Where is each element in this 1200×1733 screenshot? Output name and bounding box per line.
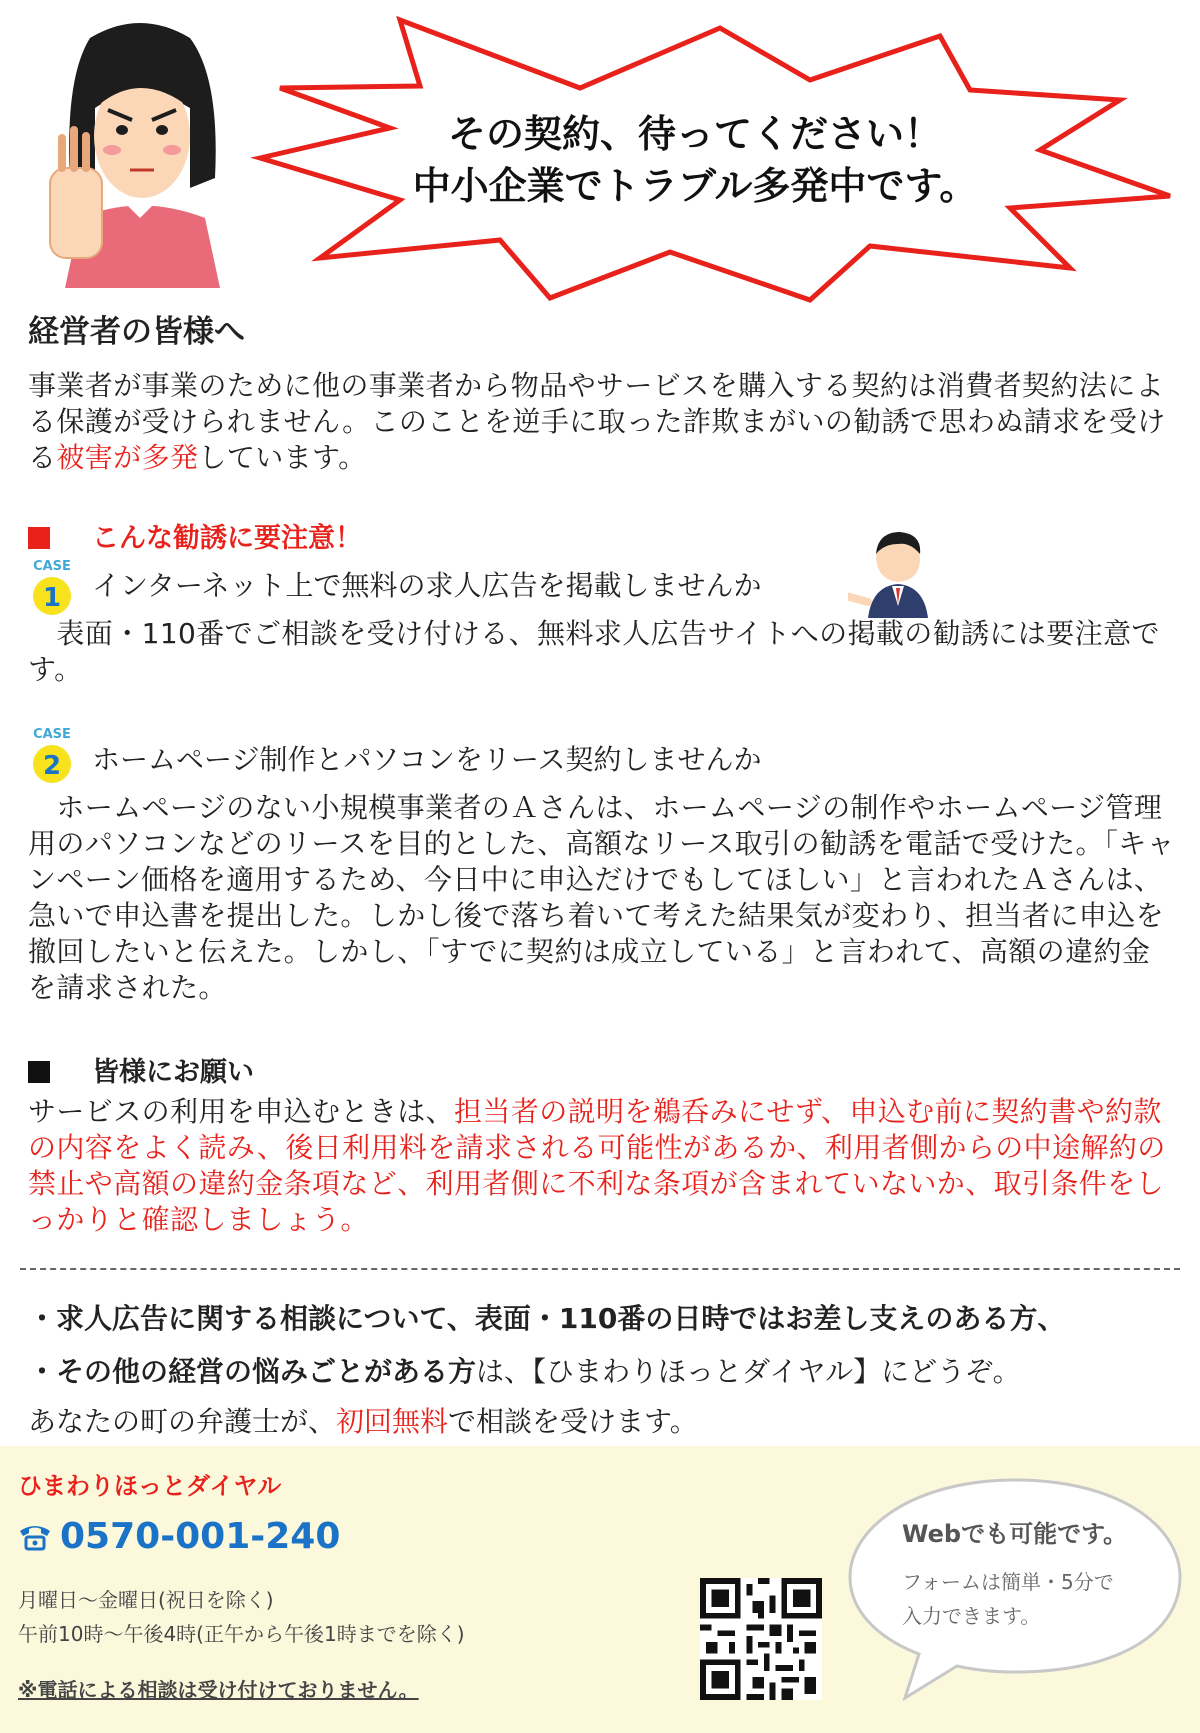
request-highlight: 担当者の説明を鵜呑みにせず、申込む前に契約書や約款の内容をよく読み、後日利用料を請求される可能性があるか、利用者側からの中途解約の禁止や高額の違約金条項など、利用者側に不利な条項が含まれていないか、取引条件をしっかりと確認しましょう。 xyxy=(28,1095,1166,1236)
lawyer-line xyxy=(28,1400,698,1440)
request-text: サービスの利用を申込むときは、 xyxy=(28,1095,455,1128)
lawyer-text-end: で相談を受けます。 xyxy=(448,1405,698,1438)
caution-heading-text: こんな勧誘に要注意！ xyxy=(92,523,362,554)
caution-heading xyxy=(28,516,362,555)
case-2-badge-icon xyxy=(22,720,82,790)
case-1-body xyxy=(28,616,1178,688)
lawyer-text: あなたの町の弁護士が、 xyxy=(28,1405,337,1438)
intro-text-end: しています。 xyxy=(198,441,367,474)
qr-code[interactable] xyxy=(700,1578,822,1700)
headline xyxy=(370,108,1020,212)
dial-name: ひまわりほっとダイヤル xyxy=(18,1472,282,1500)
headline-line-2: 中小企業でトラブル多発中です。 xyxy=(412,164,978,208)
phone-number-text: 0570-001-240 xyxy=(60,1516,341,1557)
lawyer-highlight: 初回無料 xyxy=(336,1405,449,1438)
businessman-illustration xyxy=(848,528,948,618)
hours-time: 午前10時～午後4時(正午から午後1時までを除く) xyxy=(18,1622,465,1646)
dashed-divider xyxy=(20,1268,1180,1270)
request-heading xyxy=(28,1050,254,1089)
bullet-other-concerns xyxy=(28,1350,1021,1390)
intro-paragraph xyxy=(28,368,1178,476)
web-available-title: Webでも可能です。 xyxy=(902,1520,1128,1548)
hours-days: 月曜日～金曜日(祝日を除く) xyxy=(18,1588,274,1612)
case-1-badge-icon xyxy=(22,552,82,622)
square-bullet-icon xyxy=(28,1061,50,1083)
phone-notice: ※電話による相談は受け付けておりません。 xyxy=(18,1678,419,1702)
case-2-title: ホームページ制作とパソコンをリース契約しませんか xyxy=(92,743,762,776)
web-description-line-1: フォームは簡単・5分で xyxy=(902,1570,1114,1594)
headline-line-1: その契約、待ってください！ xyxy=(447,112,942,156)
case-1-title: インターネット上で無料の求人広告を掲載しませんか xyxy=(92,569,762,602)
bullet-job-ad: ・求人広告に関する相談について、表面・110番の日時ではお差し支えのある方、 xyxy=(28,1302,1066,1335)
case-2-body xyxy=(28,790,1178,1006)
bullet-other-bold: ・その他の経営の悩みごとがある方 xyxy=(28,1355,477,1388)
request-heading-text: 皆様にお願い xyxy=(92,1057,254,1088)
phone-number[interactable] xyxy=(18,1516,340,1557)
web-description-line-2: 入力できます。 xyxy=(902,1604,1041,1628)
intro-highlight: 被害が多発 xyxy=(56,441,199,474)
case-2-body-text: ホームページのない小規模事業者のＡさんは、ホームページの制作やホームページ管理用のパソコンなどのリースを目的とした、高額なリース取引の勧誘を電話で受けた。「キャンペーン価格を適用するため、今日中に申込だけでもしてほしい」と言われたＡさんは、急いで申込書を提出した。しかし後で落ち着いて考えた結果気が変わり、担当者に申込を撤回したいと伝えた。しかし、「すでに契約は成立している」と言われて、高額の違約金を請求された。 xyxy=(28,791,1176,1004)
case-label: CASE xyxy=(33,727,71,742)
case-number: 1 xyxy=(42,583,62,613)
square-bullet-icon xyxy=(28,527,50,549)
greeting-title: 経営者の皆様へ xyxy=(28,314,245,350)
case-label: CASE xyxy=(33,559,71,574)
phone-icon xyxy=(18,1521,52,1551)
intro-text: 事業者が事業のために他の事業者から物品やサービスを購入する契約は消費者契約法による保護が受けられません。このことを逆手に取った詐欺まがいの勧誘で思わぬ請求を受ける xyxy=(28,369,1166,474)
case-1-body-text: 表面・110番でご相談を受け付ける、無料求人広告サイトへの掲載の勧誘には要注意です。 xyxy=(28,617,1160,686)
request-paragraph xyxy=(28,1094,1178,1238)
case-number: 2 xyxy=(42,751,62,781)
bullet-other-rest: は、【ひまわりほっとダイヤル】にどうぞ。 xyxy=(476,1355,1021,1388)
stop-hand-woman-illustration xyxy=(40,18,240,288)
footer-contact-box xyxy=(0,1446,1200,1733)
